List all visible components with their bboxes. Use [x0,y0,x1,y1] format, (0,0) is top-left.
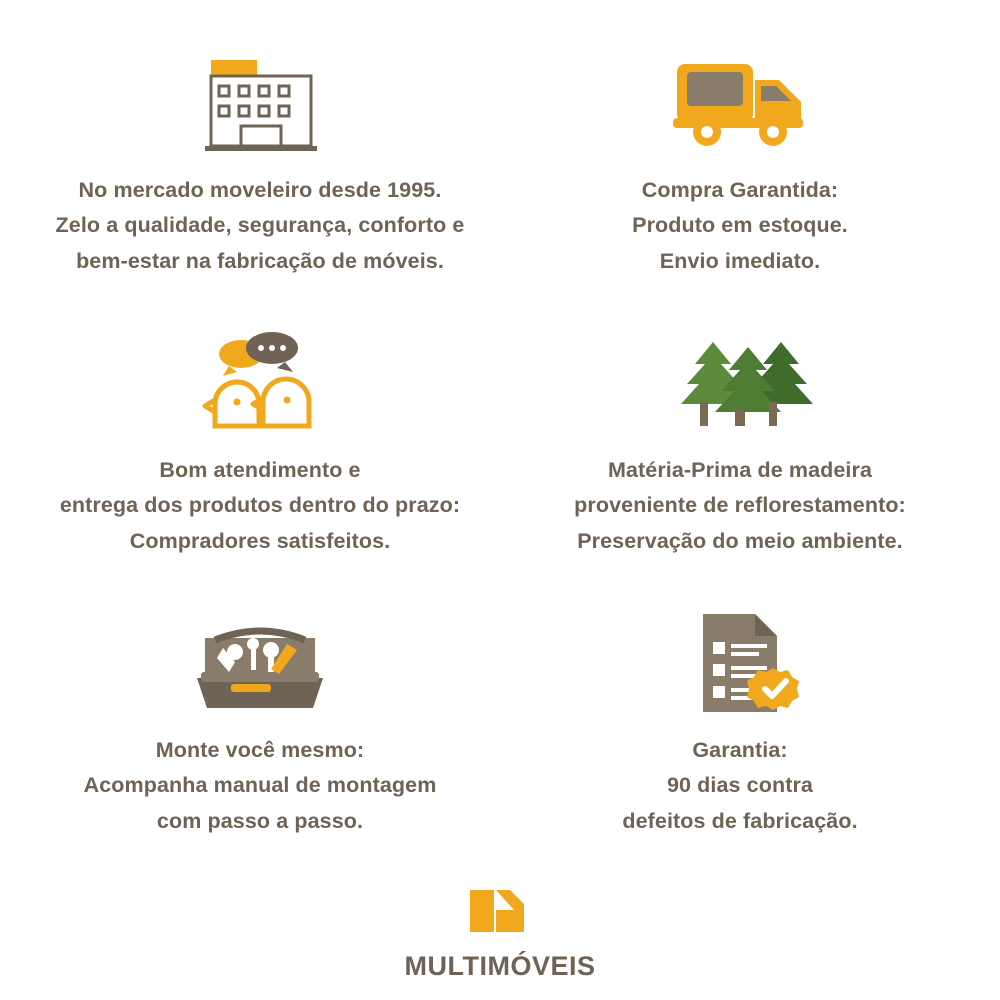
warranty-document-seal-icon [655,598,825,723]
features-grid [20,30,980,870]
caption-line: defeitos de fabricação. [622,808,858,833]
pine-trees-icon [655,318,825,443]
caption-line: Bom atendimento e [159,458,361,482]
caption-line: Envio imediato. [659,248,821,273]
caption-line: No mercado moveleiro desde 1995. [78,178,442,202]
feature-caption [574,453,906,559]
feature-caption [622,733,857,839]
caption-line: Zelo a qualidade, segurança, conforto e [55,213,465,238]
caption-line: Compradores satisfeitos. [129,528,391,553]
feature-item-factory [20,30,500,310]
caption-line: 90 dias contra [666,773,813,798]
feature-caption [84,733,437,839]
customer-service-heads-icon [175,318,345,443]
feature-caption [56,173,465,279]
caption-line: Monte você mesmo: [155,738,365,762]
feature-caption [632,173,848,279]
caption-line: Compra Garantida: [641,178,839,202]
caption-line: Preservação do meio ambiente. [577,528,903,553]
feature-item-wood [500,310,980,590]
logo-m-mark [460,886,540,941]
caption-line: com passo a passo. [156,808,364,833]
feature-caption [60,453,460,559]
caption-line: Acompanha manual de montagem [83,773,437,798]
feature-item-delivery [500,30,980,310]
feature-item-service [20,310,500,590]
caption-line: Garantia: [692,738,788,762]
caption-line: proveniente de reflorestamento: [574,493,906,518]
caption-line: Produto em estoque. [632,213,848,238]
factory-building-icon [175,38,345,163]
caption-line: entrega dos produtos dentro do prazo: [59,493,461,518]
brand-name: MULTIMÓVEIS [404,951,596,981]
feature-item-warranty [500,590,980,870]
brand-footer [0,886,1000,982]
feature-item-assembly [20,590,500,870]
caption-line: bem-estar na fabricação de móveis. [76,248,444,273]
delivery-truck-icon [655,38,825,163]
toolbox-icon [175,598,345,723]
caption-line: Matéria-Prima de madeira [607,458,873,482]
